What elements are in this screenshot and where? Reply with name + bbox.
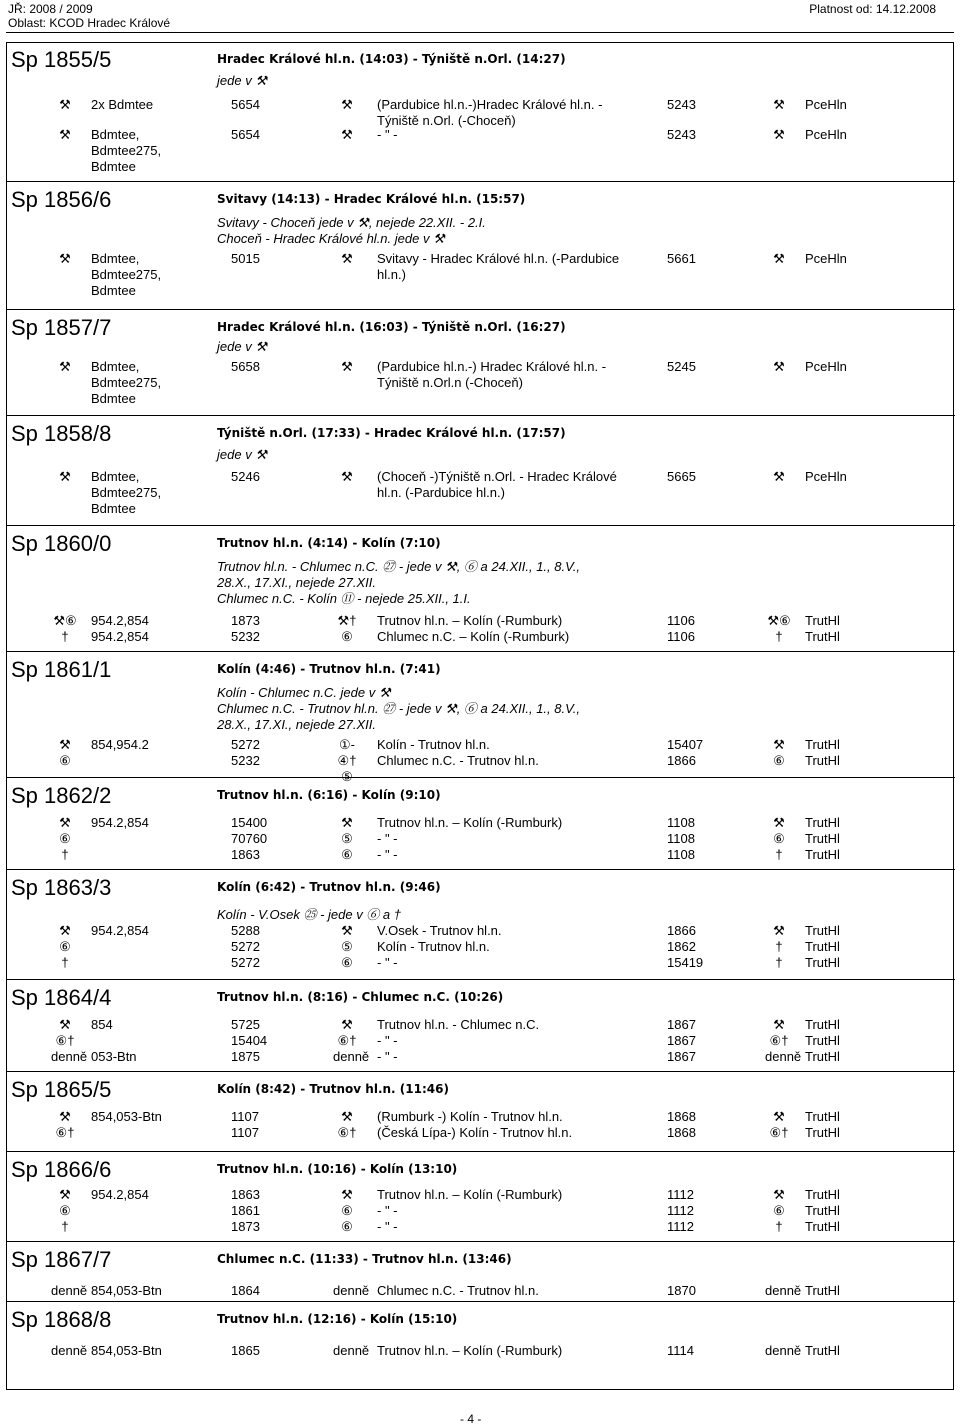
train-number: Sp 1856/6 xyxy=(11,187,112,212)
section-divider xyxy=(7,525,955,526)
train-header xyxy=(7,315,947,343)
cell-num: 15400 70760 1863 xyxy=(231,815,268,862)
cell-num: 1107 1107 xyxy=(231,1109,259,1140)
train-header xyxy=(7,783,947,811)
section-divider xyxy=(7,651,955,652)
section-divider xyxy=(7,1071,955,1072)
cell-sym3: ⚒⑥ † xyxy=(767,613,791,644)
cell-desc: (Pardubice hl.n.-)Hradec Králové hl.n. - Týniště n.Orl. (-Choceň) xyxy=(377,97,603,128)
cell-num2: 1870 xyxy=(667,1283,696,1298)
cell-desc: Svitavy - Hradec Králové hl.n. (-Pardubice hl.n.) xyxy=(377,251,620,282)
cell-sym3: ⚒ ⑥ † xyxy=(773,1187,785,1234)
cell-num: 1873 5232 xyxy=(231,613,260,644)
train-number: Sp 1868/8 xyxy=(11,1307,112,1332)
cell-num2: 5243 xyxy=(667,127,696,142)
cell-sym3: ⚒ ⑥† xyxy=(769,1109,789,1140)
cell-desc: Trutnov hl.n. – Kolín (-Rumburk) - " - - " - xyxy=(377,815,563,862)
cell-veh: 854 053-Btn xyxy=(91,1017,137,1064)
cell-sym2: ⚒ ⑥ ⑥ xyxy=(341,1187,353,1234)
train-number: Sp 1866/6 xyxy=(11,1157,112,1182)
cell-sym3: ⚒ xyxy=(773,359,785,374)
cell-desc: Trutnov hl.n. – Kolín (-Rumburk) xyxy=(377,1343,563,1358)
train-header xyxy=(7,657,947,685)
cell-sym2: ⚒ xyxy=(341,97,353,112)
cell-sym2: ⚒ xyxy=(341,359,353,374)
train-number: Sp 1867/7 xyxy=(11,1247,112,1272)
plan-year: JŘ: 2008 / 2009 xyxy=(8,2,93,16)
cell-num2: 1868 1868 xyxy=(667,1109,696,1140)
cell-sym: ⚒ xyxy=(59,251,71,266)
train-note: jede v ⚒ xyxy=(217,339,267,354)
train-number: Sp 1858/8 xyxy=(11,421,112,446)
train-note: Svitavy - Choceň jede v ⚒, nejede 22.XII. - 2.I. xyxy=(217,215,486,230)
section-divider xyxy=(7,1151,955,1152)
cell-desc: V.Osek - Trutnov hl.n. Kolín - Trutnov hl.n. - " - xyxy=(377,923,502,970)
train-number: Sp 1862/2 xyxy=(11,783,112,808)
cell-veh: Bdmtee, Bdmtee275, Bdmtee xyxy=(91,359,162,406)
cell-sym3: ⚒ ⑥ † xyxy=(773,815,785,862)
cell-sym3: ⚒ xyxy=(773,469,785,484)
train-route: Trutnov hl.n. (12:16) - Kolín (15:10) xyxy=(217,1312,458,1326)
cell-sym: ⚒ ⑥ † xyxy=(59,1187,71,1234)
train-header xyxy=(7,47,947,75)
train-number: Sp 1864/4 xyxy=(11,985,112,1010)
cell-num2: 1108 1108 1108 xyxy=(667,815,695,862)
cell-depot: PceHln xyxy=(805,469,847,484)
train-header xyxy=(7,421,947,449)
train-route: Svitavy (14:13) - Hradec Králové hl.n. (15:57) xyxy=(217,192,526,206)
cell-depot: TrutHl TrutHl TrutHl xyxy=(805,923,840,970)
cell-sym: ⚒ xyxy=(59,359,71,374)
train-route: Týniště n.Orl. (17:33) - Hradec Králové hl.n. (17:57) xyxy=(217,426,566,440)
cell-num2: 1106 1106 xyxy=(667,613,695,644)
cell-sym: ⚒ xyxy=(59,97,71,112)
train-route: Chlumec n.C. (11:33) - Trutnov hl.n. (13:46) xyxy=(217,1252,512,1266)
cell-depot: PceHln xyxy=(805,127,847,142)
cell-sym2: ⚒ ⑥† xyxy=(337,1109,357,1140)
train-note: Kolín - Chlumec n.C. jede v ⚒ xyxy=(217,685,391,700)
cell-num2: 5243 xyxy=(667,97,696,112)
section-divider xyxy=(7,1301,955,1302)
cell-sym2: ⚒ xyxy=(341,127,353,142)
cell-depot: TrutHl TrutHl TrutHl xyxy=(805,1187,840,1234)
cell-depot: TrutHl xyxy=(805,1283,840,1298)
cell-sym2: denně xyxy=(333,1283,370,1298)
train-header xyxy=(7,875,947,903)
train-header xyxy=(7,1247,947,1275)
cell-num: 5725 15404 1875 xyxy=(231,1017,268,1064)
train-number: Sp 1860/0 xyxy=(11,531,112,556)
train-route: Trutnov hl.n. (6:16) - Kolín (9:10) xyxy=(217,788,441,802)
cell-veh: 954.2,854 xyxy=(91,1187,149,1202)
cell-num: 5654 xyxy=(231,97,260,112)
section-divider xyxy=(7,869,955,870)
cell-sym2: ⚒ ⑥† denně xyxy=(333,1017,370,1064)
cell-veh: 854,053-Btn xyxy=(91,1343,162,1358)
train-header xyxy=(7,1077,947,1105)
section-divider xyxy=(7,309,955,310)
cell-depot: PceHln xyxy=(805,359,847,374)
train-note: Choceň - Hradec Králové hl.n. jede v ⚒ xyxy=(217,231,445,246)
cell-depot: TrutHl TrutHl TrutHl xyxy=(805,815,840,862)
cell-desc: Trutnov hl.n. – Kolín (-Rumburk) - " - - " - xyxy=(377,1187,563,1234)
cell-sym3: ⚒ ⑥† denně xyxy=(765,1017,802,1064)
cell-num: 5658 xyxy=(231,359,260,374)
train-table xyxy=(6,42,954,1390)
cell-veh: 854,053-Btn xyxy=(91,1283,162,1298)
validity: Platnost od: 14.12.2008 xyxy=(809,2,936,16)
cell-desc: - " - xyxy=(377,127,398,142)
train-number: Sp 1857/7 xyxy=(11,315,112,340)
train-route: Hradec Králové hl.n. (14:03) - Týniště n.Orl. (14:27) xyxy=(217,52,566,66)
cell-num: 5246 xyxy=(231,469,260,484)
train-route: Kolín (4:46) - Trutnov hl.n. (7:41) xyxy=(217,662,441,676)
cell-desc: (Choceň -)Týniště n.Orl. - Hradec Králové hl.n. (-Pardubice hl.n.) xyxy=(377,469,617,500)
train-note: 28.X., 17.XI., nejede 27.XII. xyxy=(217,717,376,732)
cell-sym3: denně xyxy=(765,1343,802,1358)
cell-sym: ⚒ ⑥ xyxy=(59,737,71,768)
section-divider xyxy=(7,1241,955,1242)
cell-veh: Bdmtee, Bdmtee275, Bdmtee xyxy=(91,469,162,516)
cell-desc: (Rumburk -) Kolín - Trutnov hl.n. (Česká Lípa-) Kolín - Trutnov hl.n. xyxy=(377,1109,573,1140)
cell-veh: Bdmtee, Bdmtee275, Bdmtee xyxy=(91,127,162,174)
cell-depot: TrutHl xyxy=(805,1343,840,1358)
cell-sym: ⚒⑥ † xyxy=(53,613,77,644)
cell-veh: 2x Bdmtee xyxy=(91,97,154,112)
cell-sym2: ⚒ xyxy=(341,251,353,266)
train-number: Sp 1861/1 xyxy=(11,657,112,682)
cell-desc: Trutnov hl.n. – Kolín (-Rumburk) Chlumec n.C. – Kolín (-Rumburk) xyxy=(377,613,570,644)
cell-sym3: ⚒ ⑥ xyxy=(773,737,785,768)
train-route: Kolín (8:42) - Trutnov hl.n. (11:46) xyxy=(217,1082,449,1096)
train-route: Hradec Králové hl.n. (16:03) - Týniště n.Orl. (16:27) xyxy=(217,320,566,334)
train-header xyxy=(7,1157,947,1185)
cell-num2: 5245 xyxy=(667,359,696,374)
cell-sym: ⚒ xyxy=(59,469,71,484)
cell-sym3: ⚒ † † xyxy=(773,923,785,970)
cell-num2: 5661 xyxy=(667,251,696,266)
section-divider xyxy=(7,415,955,416)
page-number: - 4 - xyxy=(460,1412,482,1426)
cell-sym: ⚒ ⑥† denně xyxy=(51,1017,88,1064)
cell-num2: 1867 1867 1867 xyxy=(667,1017,696,1064)
cell-depot: TrutHl TrutHl xyxy=(805,1109,840,1140)
train-number: Sp 1855/5 xyxy=(11,47,112,72)
cell-num: 1863 1861 1873 xyxy=(231,1187,260,1234)
cell-sym3: ⚒ xyxy=(773,97,785,112)
cell-sym2: ⚒ ⑤ ⑥ xyxy=(341,923,353,970)
train-note: Trutnov hl.n. - Chlumec n.C. ㉗ - jede v ⚒, ⑥ a 24.XII., 1., 8.V., xyxy=(217,559,581,574)
cell-veh: 954.2,854 xyxy=(91,923,149,938)
train-note: jede v ⚒ xyxy=(217,73,267,88)
cell-num: 5288 5272 5272 xyxy=(231,923,260,970)
header-rule xyxy=(6,32,954,33)
cell-desc: Trutnov hl.n. - Chlumec n.C. - " - - " - xyxy=(377,1017,540,1064)
train-note: 28.X., 17.XI., nejede 27.XII. xyxy=(217,575,376,590)
cell-sym: denně xyxy=(51,1283,88,1298)
train-header xyxy=(7,531,947,559)
train-header xyxy=(7,187,947,215)
train-note: Kolín - V.Osek ㉕ - jede v ⑥ a † xyxy=(217,907,401,922)
cell-desc: Chlumec n.C. - Trutnov hl.n. xyxy=(377,1283,539,1298)
cell-num2: 1866 1862 15419 xyxy=(667,923,704,970)
cell-sym2: ⚒ ⑤ ⑥ xyxy=(341,815,353,862)
cell-sym3: denně xyxy=(765,1283,802,1298)
train-number: Sp 1863/3 xyxy=(11,875,112,900)
cell-sym3: ⚒ xyxy=(773,251,785,266)
cell-sym2: ⚒ xyxy=(341,469,353,484)
cell-num: 5015 xyxy=(231,251,260,266)
cell-sym: ⚒ ⑥ † xyxy=(59,815,71,862)
section-divider xyxy=(7,181,955,182)
header-left xyxy=(8,2,170,30)
cell-num2: 1114 xyxy=(667,1343,694,1358)
cell-sym2: ⚒† ⑥ xyxy=(337,613,357,644)
train-route: Trutnov hl.n. (10:16) - Kolín (13:10) xyxy=(217,1162,458,1176)
cell-veh: 954.2,854 xyxy=(91,815,149,830)
cell-desc: Kolín - Trutnov hl.n. Chlumec n.C. - Trutnov hl.n. xyxy=(377,737,539,768)
cell-num: 5272 5232 xyxy=(231,737,260,768)
cell-desc: (Pardubice hl.n.-) Hradec Králové hl.n. - Týniště n.Orl.n (-Choceň) xyxy=(377,359,607,390)
train-route: Trutnov hl.n. (4:14) - Kolín (7:10) xyxy=(217,536,441,550)
train-route: Kolín (6:42) - Trutnov hl.n. (9:46) xyxy=(217,880,441,894)
cell-num2: 15407 1866 xyxy=(667,737,704,768)
cell-num2: 5665 xyxy=(667,469,696,484)
cell-sym3: ⚒ xyxy=(773,127,785,142)
cell-num: 5654 xyxy=(231,127,260,142)
cell-veh: 954.2,854 954.2,854 xyxy=(91,613,149,644)
cell-depot: PceHln xyxy=(805,251,847,266)
train-header xyxy=(7,985,947,1013)
train-header xyxy=(7,1307,947,1335)
train-number: Sp 1865/5 xyxy=(11,1077,112,1102)
cell-veh: Bdmtee, Bdmtee275, Bdmtee xyxy=(91,251,162,298)
train-route: Trutnov hl.n. (8:16) - Chlumec n.C. (10:26) xyxy=(217,990,504,1004)
cell-num: 1865 xyxy=(231,1343,260,1358)
section-divider xyxy=(7,777,955,778)
cell-depot: TrutHl TrutHl xyxy=(805,737,840,768)
section-divider xyxy=(7,979,955,980)
cell-num2: 1112 1112 1112 xyxy=(667,1187,694,1234)
cell-veh: 854,954.2 xyxy=(91,737,149,752)
cell-depot: TrutHl TrutHl TrutHl xyxy=(805,1017,840,1064)
cell-sym: ⚒ ⑥† xyxy=(55,1109,75,1140)
cell-veh: 854,053-Btn xyxy=(91,1109,162,1124)
cell-num: 1864 xyxy=(231,1283,260,1298)
cell-sym2: denně xyxy=(333,1343,370,1358)
train-note: jede v ⚒ xyxy=(217,447,267,462)
cell-depot: TrutHl TrutHl xyxy=(805,613,840,644)
train-note: Chlumec n.C. - Kolín ⑪ - nejede 25.XII., 1.I. xyxy=(217,591,471,606)
cell-sym: ⚒ ⑥ † xyxy=(59,923,71,970)
cell-sym2: ①-④† ⑤ xyxy=(337,737,357,784)
cell-depot: PceHln xyxy=(805,97,847,112)
cell-sym: denně xyxy=(51,1343,88,1358)
train-note: Chlumec n.C. - Trutnov hl.n. ㉗ - jede v ⚒, ⑥ a 24.XII., 1., 8.V., xyxy=(217,701,581,716)
cell-sym: ⚒ xyxy=(59,127,71,142)
region: Oblast: KCOD Hradec Králové xyxy=(8,16,171,30)
